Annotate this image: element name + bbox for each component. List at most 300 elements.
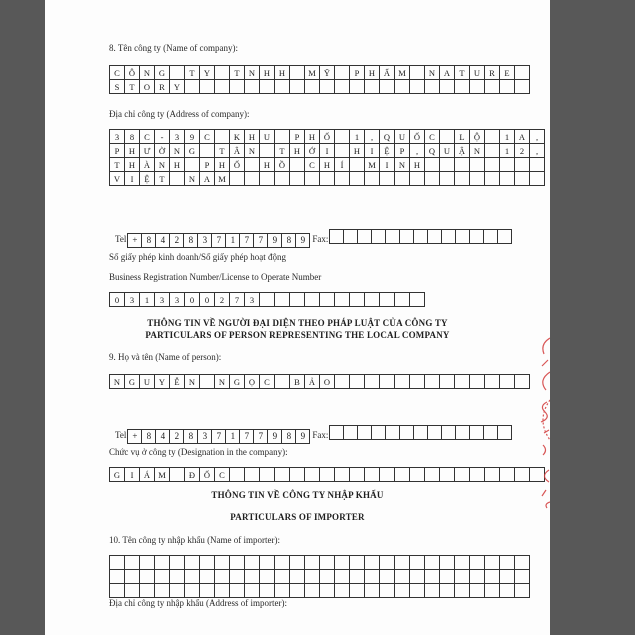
company-tel-row <box>115 229 512 249</box>
char-box <box>125 584 140 598</box>
char-box: C <box>305 158 320 172</box>
char-box: M <box>365 158 380 172</box>
tel-number-cells <box>128 426 310 444</box>
char-box <box>485 80 500 94</box>
char-box <box>335 468 350 482</box>
char-box: T <box>185 66 200 80</box>
char-box: 2 <box>169 429 184 444</box>
license-number-grid <box>109 292 425 307</box>
char-box: T <box>230 66 245 80</box>
char-box: N <box>470 144 485 158</box>
char-box: 1 <box>225 233 240 248</box>
char-box <box>455 172 470 186</box>
char-box <box>380 293 395 307</box>
char-box: N <box>395 158 410 172</box>
char-box: , <box>530 130 545 144</box>
char-box: P <box>110 144 125 158</box>
char-box <box>155 556 170 570</box>
char-box <box>441 425 456 440</box>
char-box <box>365 584 380 598</box>
char-box <box>350 293 365 307</box>
char-box: T <box>455 66 470 80</box>
char-box <box>380 584 395 598</box>
char-box: Ọ <box>245 375 260 389</box>
char-box <box>260 570 275 584</box>
char-box: 9 <box>295 233 310 248</box>
char-box <box>320 80 335 94</box>
char-box <box>483 425 498 440</box>
char-box <box>380 468 395 482</box>
char-box <box>455 468 470 482</box>
person-name-label: 9. Họ và tên (Name of person): <box>109 352 222 362</box>
char-box <box>440 80 455 94</box>
char-box <box>500 468 515 482</box>
char-box <box>410 570 425 584</box>
char-box: M <box>215 172 230 186</box>
char-box: Ố <box>320 130 335 144</box>
char-box: C <box>425 130 440 144</box>
tel-number-cells <box>128 230 310 248</box>
char-box: 3 <box>170 130 185 144</box>
char-box <box>385 229 400 244</box>
char-box: U <box>260 130 275 144</box>
char-box: L <box>455 130 470 144</box>
char-box <box>399 229 414 244</box>
char-box <box>185 556 200 570</box>
char-box: 2 <box>515 144 530 158</box>
char-box <box>335 584 350 598</box>
char-box <box>485 556 500 570</box>
char-box <box>425 375 440 389</box>
char-box <box>515 66 530 80</box>
char-box <box>275 570 290 584</box>
importer-name-grid <box>109 555 530 598</box>
char-box <box>140 556 155 570</box>
char-box: P <box>350 66 365 80</box>
char-box <box>410 375 425 389</box>
char-box: N <box>245 144 260 158</box>
char-box <box>440 172 455 186</box>
char-box: 2 <box>215 293 230 307</box>
char-box: I <box>380 158 395 172</box>
char-box <box>469 229 484 244</box>
char-box <box>455 229 470 244</box>
char-box: N <box>170 144 185 158</box>
company-name-grid <box>109 65 530 94</box>
char-box: 3 <box>170 293 185 307</box>
char-box: Ồ <box>275 158 290 172</box>
char-box <box>140 570 155 584</box>
char-box: P <box>395 144 410 158</box>
char-box <box>380 80 395 94</box>
char-box <box>275 556 290 570</box>
char-box: R <box>155 80 170 94</box>
char-box <box>245 468 260 482</box>
char-box: N <box>110 375 125 389</box>
char-box <box>350 584 365 598</box>
grid-row <box>110 556 530 570</box>
char-box <box>483 229 498 244</box>
char-box <box>425 172 440 186</box>
char-box <box>185 80 200 94</box>
char-box <box>230 556 245 570</box>
char-box <box>455 570 470 584</box>
char-box: U <box>395 130 410 144</box>
char-box: H <box>260 158 275 172</box>
char-box: I <box>365 144 380 158</box>
char-box: Q <box>425 144 440 158</box>
char-box: Ệ <box>140 172 155 186</box>
char-box <box>260 293 275 307</box>
char-box: Ệ <box>380 144 395 158</box>
char-box: 3 <box>125 293 140 307</box>
char-box <box>357 229 372 244</box>
char-box: T <box>125 80 140 94</box>
char-box: A <box>440 66 455 80</box>
char-box: G <box>185 144 200 158</box>
char-box: 2 <box>169 233 184 248</box>
char-box <box>335 130 350 144</box>
char-box <box>275 468 290 482</box>
char-box <box>440 556 455 570</box>
grid-row <box>110 80 530 94</box>
char-box <box>200 556 215 570</box>
char-box <box>425 468 440 482</box>
char-box <box>515 468 530 482</box>
char-box: 4 <box>155 429 170 444</box>
char-box <box>335 172 350 186</box>
char-box: Y <box>155 375 170 389</box>
char-box: Í <box>335 158 350 172</box>
char-box <box>230 172 245 186</box>
char-box: H <box>245 130 260 144</box>
char-box <box>110 556 125 570</box>
company-address-label: Địa chỉ công ty (Address of company): <box>109 109 250 119</box>
grid-row <box>110 172 545 186</box>
char-box <box>350 556 365 570</box>
char-box <box>515 172 530 186</box>
char-box <box>515 158 530 172</box>
rep-heading-vi: THÔNG TIN VỀ NGƯỜI ĐẠI DIỆN THEO PHÁP LUẬT CỦA CÔNG TY <box>147 318 448 328</box>
char-box: H <box>170 158 185 172</box>
char-box <box>410 584 425 598</box>
char-box <box>350 158 365 172</box>
char-box <box>350 172 365 186</box>
char-box: Ố <box>230 158 245 172</box>
char-box <box>395 293 410 307</box>
char-box: H <box>365 66 380 80</box>
grid-row <box>110 66 530 80</box>
fax-number-cells <box>330 229 512 249</box>
char-box <box>260 80 275 94</box>
char-box <box>125 556 140 570</box>
char-box <box>320 556 335 570</box>
char-box: O <box>140 80 155 94</box>
char-box: C <box>200 130 215 144</box>
char-box: 3 <box>197 233 212 248</box>
char-box: H <box>350 144 365 158</box>
char-box <box>485 375 500 389</box>
char-box: 7 <box>230 293 245 307</box>
char-box: H <box>125 144 140 158</box>
char-box <box>110 570 125 584</box>
grid-row <box>110 158 545 172</box>
char-box <box>329 229 344 244</box>
char-box <box>343 425 358 440</box>
char-box <box>290 172 305 186</box>
char-box <box>500 158 515 172</box>
license-label: Số giấy phép kinh doanh/Số giấy phép hoạt động <box>109 252 286 262</box>
red-seal-stamp-icon <box>534 330 550 510</box>
importer-name-label: 10. Tên công ty nhập khẩu (Name of importer): <box>109 535 281 545</box>
char-box: 7 <box>211 429 226 444</box>
char-box <box>365 468 380 482</box>
char-box: 8 <box>125 130 140 144</box>
char-box <box>305 584 320 598</box>
char-box <box>455 425 470 440</box>
char-box: 8 <box>281 233 296 248</box>
char-box <box>425 158 440 172</box>
char-box <box>500 172 515 186</box>
char-box: H <box>305 130 320 144</box>
char-box <box>357 425 372 440</box>
char-box: I <box>320 144 335 158</box>
char-box: Ễ <box>170 375 185 389</box>
char-box: N <box>245 66 260 80</box>
char-box <box>440 158 455 172</box>
char-box <box>335 144 350 158</box>
char-box <box>440 375 455 389</box>
designation-grid <box>109 467 545 482</box>
char-box <box>305 468 320 482</box>
char-box <box>470 375 485 389</box>
char-box <box>290 293 305 307</box>
char-box <box>275 80 290 94</box>
char-box <box>395 584 410 598</box>
char-box <box>455 556 470 570</box>
char-box <box>427 229 442 244</box>
char-box: G <box>230 375 245 389</box>
char-box <box>395 375 410 389</box>
char-box <box>455 375 470 389</box>
char-box <box>215 66 230 80</box>
char-box <box>530 172 545 186</box>
char-box <box>230 570 245 584</box>
char-box <box>395 570 410 584</box>
char-box <box>470 80 485 94</box>
char-box <box>305 80 320 94</box>
char-box <box>215 584 230 598</box>
char-box <box>410 556 425 570</box>
char-box: N <box>185 172 200 186</box>
char-box <box>350 80 365 94</box>
char-box <box>425 584 440 598</box>
char-box: S <box>110 80 125 94</box>
char-box: 8 <box>183 429 198 444</box>
char-box: 9 <box>267 429 282 444</box>
designation-label: Chức vụ ở công ty (Designation in the company): <box>109 447 288 457</box>
char-box: H <box>125 158 140 172</box>
char-box: 3 <box>197 429 212 444</box>
char-box: Y <box>200 66 215 80</box>
char-box: , <box>410 144 425 158</box>
char-box <box>275 130 290 144</box>
char-box <box>440 584 455 598</box>
char-box: 0 <box>110 293 125 307</box>
char-box <box>245 80 260 94</box>
char-box <box>305 570 320 584</box>
form-page <box>45 0 550 635</box>
char-box <box>441 229 456 244</box>
char-box: T <box>275 144 290 158</box>
char-box <box>155 584 170 598</box>
char-box: 7 <box>253 429 268 444</box>
char-box <box>497 229 512 244</box>
char-box: K <box>230 130 245 144</box>
char-box <box>395 172 410 186</box>
char-box <box>485 570 500 584</box>
char-box: Ẩ <box>380 66 395 80</box>
char-box <box>380 375 395 389</box>
char-box <box>410 66 425 80</box>
char-box: M <box>395 66 410 80</box>
char-box <box>350 468 365 482</box>
char-box <box>320 468 335 482</box>
char-box <box>335 80 350 94</box>
char-box: C <box>215 468 230 482</box>
char-box: 3 <box>245 293 260 307</box>
char-box <box>425 570 440 584</box>
company-address-grid <box>109 129 545 186</box>
char-box: 8 <box>141 429 156 444</box>
importer-heading-vi: THÔNG TIN VỀ CÔNG TY NHẬP KHẨU <box>211 490 384 500</box>
char-box <box>185 570 200 584</box>
char-box <box>365 570 380 584</box>
char-box: 8 <box>183 233 198 248</box>
char-box <box>470 570 485 584</box>
char-box <box>440 570 455 584</box>
char-box <box>215 130 230 144</box>
char-box <box>335 293 350 307</box>
char-box: M <box>155 468 170 482</box>
char-box: A <box>515 130 530 144</box>
char-box <box>455 158 470 172</box>
char-box: 9 <box>295 429 310 444</box>
char-box <box>410 468 425 482</box>
grid-row <box>110 144 545 158</box>
char-box <box>470 158 485 172</box>
char-box: Ư <box>140 144 155 158</box>
char-box <box>245 172 260 186</box>
char-box <box>485 144 500 158</box>
char-box <box>215 80 230 94</box>
char-box: 1 <box>350 130 365 144</box>
char-box: À <box>140 158 155 172</box>
char-box: 1 <box>500 144 515 158</box>
char-box: Ỹ <box>320 66 335 80</box>
char-box <box>515 556 530 570</box>
char-box <box>469 425 484 440</box>
char-box <box>350 375 365 389</box>
char-box <box>245 570 260 584</box>
char-box: U <box>140 375 155 389</box>
char-box <box>260 172 275 186</box>
char-box <box>335 66 350 80</box>
char-box: N <box>140 66 155 80</box>
char-box <box>365 293 380 307</box>
char-box: M <box>305 66 320 80</box>
tel-label: Tel <box>115 234 127 244</box>
char-box: 7 <box>239 233 254 248</box>
char-box <box>410 293 425 307</box>
char-box <box>305 172 320 186</box>
char-box <box>320 584 335 598</box>
char-box <box>185 584 200 598</box>
char-box <box>371 229 386 244</box>
char-box <box>170 570 185 584</box>
person-name-grid <box>109 374 530 389</box>
rep-heading-en: PARTICULARS OF PERSON REPRESENTING THE LOCAL COMPANY <box>145 330 450 340</box>
char-box: 7 <box>253 233 268 248</box>
grid-row <box>110 375 530 389</box>
char-box: Ố <box>200 468 215 482</box>
char-box <box>230 468 245 482</box>
char-box <box>305 556 320 570</box>
char-box <box>335 556 350 570</box>
char-box: 0 <box>200 293 215 307</box>
char-box <box>500 556 515 570</box>
char-box <box>440 130 455 144</box>
fax-label: Fax: <box>312 234 329 244</box>
char-box <box>371 425 386 440</box>
grid-row <box>110 570 530 584</box>
char-box <box>500 375 515 389</box>
char-box: N <box>425 66 440 80</box>
char-box: G <box>125 375 140 389</box>
char-box: 7 <box>239 429 254 444</box>
char-box: P <box>200 158 215 172</box>
char-box <box>200 375 215 389</box>
char-box: H <box>215 158 230 172</box>
char-box <box>485 130 500 144</box>
char-box: Y <box>170 80 185 94</box>
char-box <box>200 144 215 158</box>
char-box: 1 <box>140 293 155 307</box>
char-box <box>515 584 530 598</box>
char-box <box>200 584 215 598</box>
char-box <box>245 556 260 570</box>
char-box <box>320 570 335 584</box>
char-box: Ậ <box>455 144 470 158</box>
char-box: T <box>155 172 170 186</box>
char-box <box>275 293 290 307</box>
char-box <box>305 293 320 307</box>
char-box <box>500 80 515 94</box>
char-box: R <box>485 66 500 80</box>
char-box: + <box>127 233 142 248</box>
char-box: A <box>200 172 215 186</box>
char-box: I <box>125 172 140 186</box>
char-box: E <box>500 66 515 80</box>
char-box <box>365 375 380 389</box>
char-box: Ờ <box>155 144 170 158</box>
char-box: V <box>110 172 125 186</box>
char-box: C <box>110 66 125 80</box>
char-box: Â <box>230 144 245 158</box>
char-box: T <box>215 144 230 158</box>
char-box: 3 <box>155 293 170 307</box>
char-box <box>385 425 400 440</box>
